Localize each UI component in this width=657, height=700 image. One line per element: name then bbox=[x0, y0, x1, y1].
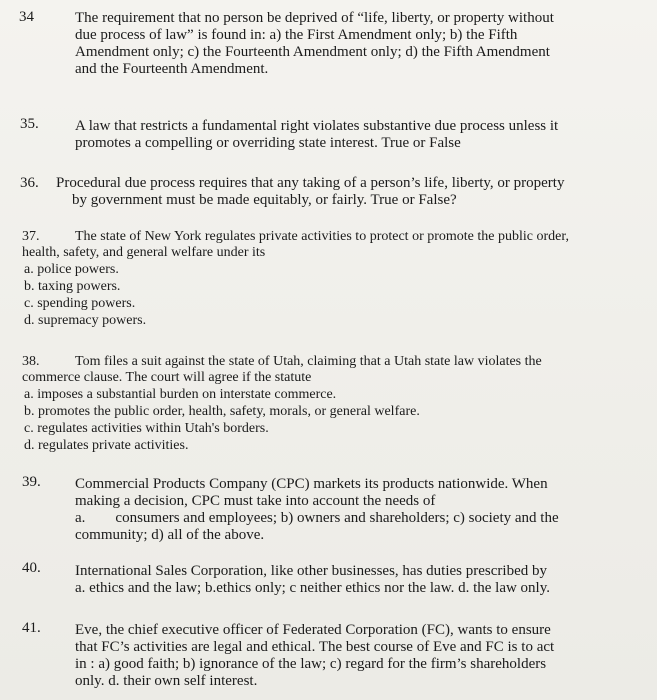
question-number: 37. bbox=[22, 229, 40, 244]
question-text-line: International Sales Corporation, like other businesses, has duties prescribed by bbox=[75, 563, 547, 579]
option-b: b. taxing powers. bbox=[24, 279, 121, 294]
question-number: 39. bbox=[22, 474, 41, 490]
question-text-line: The state of New York regulates private activities to protect or promote the public order, bbox=[75, 229, 569, 244]
question-text-line: A law that restricts a fundamental right violates substantive due process unless it bbox=[75, 118, 559, 134]
option-d: d. regulates private activities. bbox=[24, 438, 189, 453]
option-b: b. promotes the public order, health, safety, morals, or general welfare. bbox=[24, 404, 420, 419]
question-text-line: Procedural due process requires that any taking of a person’s life, liberty, or property bbox=[56, 175, 565, 191]
question-text-line: only. d. their own self interest. bbox=[75, 673, 258, 689]
option-d: d. supremacy powers. bbox=[24, 313, 147, 328]
question-text-line: promotes a compelling or overriding state interest. True or False bbox=[75, 135, 461, 151]
question-number: 41. bbox=[22, 620, 41, 636]
question-text-line: in : a) good faith; b) ignorance of the law; c) regard for the firm’s shareholders bbox=[75, 656, 547, 672]
option-c: c. spending powers. bbox=[24, 296, 136, 311]
question-text-line: Eve, the chief executive officer of Federated Corporation (FC), wants to ensure bbox=[75, 622, 551, 638]
option-a: a. imposes a substantial burden on interstate commerce. bbox=[24, 387, 337, 402]
question-text-line: making a decision, CPC must take into account the needs of bbox=[75, 493, 436, 509]
question-text-line: community; d) all of the above. bbox=[75, 527, 265, 543]
question-text-line: commerce clause. The court will agree if the statute bbox=[22, 370, 312, 385]
question-number: 34 bbox=[19, 9, 34, 25]
question-number: 38. bbox=[22, 354, 40, 369]
question-text-line: The requirement that no person be deprived of “life, liberty, or property without bbox=[75, 10, 554, 26]
question-text-line: by government must be made equitably, or fairly. True or False? bbox=[72, 192, 457, 208]
question-number: 36. bbox=[20, 175, 39, 191]
option-a: a. police powers. bbox=[24, 262, 119, 277]
question-number: 35. bbox=[20, 116, 39, 132]
question-text-line: a. ethics and the law; b.ethics only; c neither ethics nor the law. d. the law only. bbox=[75, 580, 550, 596]
question-text-line: that FC’s activities are legal and ethical. The best course of Eve and FC is to act bbox=[75, 639, 555, 655]
question-text-line: Tom files a suit against the state of Utah, claiming that a Utah state law violates the bbox=[75, 354, 542, 369]
question-text-line: a. consumers and employees; b) owners and shareholders; c) society and the bbox=[75, 510, 559, 526]
question-number: 40. bbox=[22, 560, 41, 576]
question-text-line: Amendment only; c) the Fourteenth Amendment only; d) the Fifth Amendment bbox=[75, 44, 550, 60]
question-text-line: and the Fourteenth Amendment. bbox=[75, 61, 269, 77]
question-text-line: due process of law” is found in: a) the First Amendment only; b) the Fifth bbox=[75, 27, 518, 43]
question-text-line: health, safety, and general welfare under its bbox=[22, 245, 266, 260]
question-text-line: Commercial Products Company (CPC) markets its products nationwide. When bbox=[75, 476, 548, 492]
option-c: c. regulates activities within Utah's borders. bbox=[24, 421, 269, 436]
